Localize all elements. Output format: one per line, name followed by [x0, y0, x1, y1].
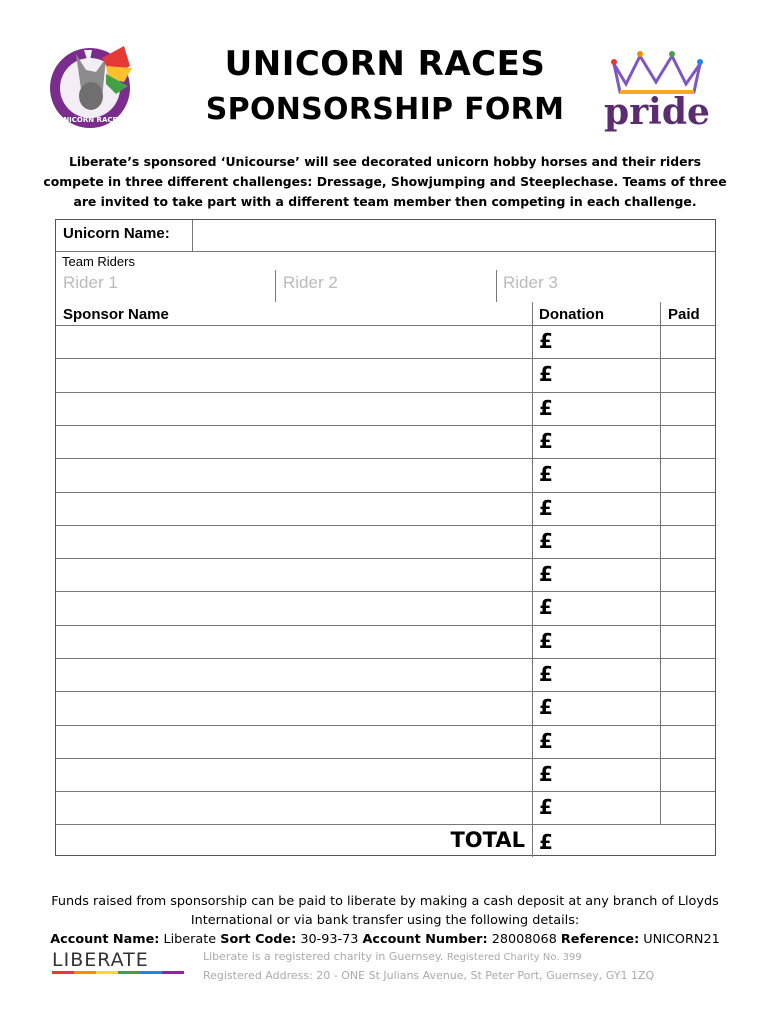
row-divider [56, 358, 715, 359]
sponsor-name-cell[interactable] [56, 325, 532, 358]
unicorn-name-divider [192, 220, 193, 251]
charity-address: Registered Address: 20 - ONE St Julians Avenue, St Peter Port, Guernsey, GY1 1ZQ [203, 969, 655, 982]
sort-code: 30-93-73 [300, 932, 359, 947]
row-divider [56, 658, 715, 659]
row-divider [56, 691, 715, 692]
paid-header: Paid [668, 306, 700, 323]
row-divider [56, 458, 715, 459]
table-row [56, 791, 715, 824]
paid-cell[interactable] [661, 658, 715, 691]
account-number: 28008068 [491, 932, 557, 947]
table-row [56, 325, 715, 358]
paid-cell[interactable] [661, 558, 715, 591]
rider-1-field[interactable]: Rider 1 [63, 273, 118, 292]
donation-cell[interactable]: £ [539, 795, 553, 820]
donation-cell[interactable]: £ [539, 462, 553, 487]
table-row [56, 725, 715, 758]
title-line-2: SPONSORSHIP FORM [205, 92, 565, 127]
table-row [56, 492, 715, 525]
charity-info [203, 948, 654, 985]
row-divider [56, 758, 715, 759]
sort-code-label: Sort Code: [220, 932, 297, 947]
sponsor-name-cell[interactable] [56, 691, 532, 724]
charity-number: Registered Charity No. 399 [446, 952, 582, 963]
pride-logo [596, 34, 718, 134]
paid-cell[interactable] [661, 758, 715, 791]
payment-instructions: Funds raised from sponsorship can be paid to liberate by making a cash deposit at any branch of Lloyds International or via bank transfer using the following details: [51, 894, 719, 928]
donation-cell[interactable]: £ [539, 628, 553, 653]
paid-cell[interactable] [661, 325, 715, 358]
sponsor-name-cell[interactable] [56, 358, 532, 391]
donation-cell[interactable]: £ [539, 662, 553, 686]
total-label: TOTAL [450, 828, 525, 852]
sponsorship-form [55, 219, 716, 856]
donation-cell[interactable]: £ [539, 528, 553, 553]
table-row [56, 625, 715, 658]
row-divider [56, 591, 715, 592]
donation-cell[interactable]: £ [539, 728, 553, 753]
paid-cell[interactable] [661, 392, 715, 425]
title-line-1: UNICORN RACES [224, 44, 546, 84]
reference: UNICORN21 [643, 932, 720, 947]
row-divider [56, 425, 715, 426]
account-name: Liberate [163, 932, 217, 947]
donation-cell[interactable]: £ [539, 562, 553, 587]
paid-cell[interactable] [661, 791, 715, 824]
sponsor-name-cell[interactable] [56, 591, 532, 624]
reference-label: Reference: [560, 932, 640, 947]
bank-details [40, 930, 730, 949]
table-row [56, 691, 715, 724]
donation-header: Donation [539, 306, 604, 323]
account-number-label: Account Number: [362, 932, 488, 947]
row-divider [56, 392, 715, 393]
sponsor-name-cell[interactable] [56, 725, 532, 758]
divider [56, 251, 715, 252]
paid-cell[interactable] [661, 691, 715, 724]
sponsor-name-cell[interactable] [56, 392, 532, 425]
rider-3-field[interactable]: Rider 3 [503, 273, 558, 292]
total-pound-sign: £ [539, 830, 553, 854]
sponsor-name-cell[interactable] [56, 425, 532, 458]
row-divider [56, 725, 715, 726]
left-logo-text: UNICORN RACES [57, 116, 123, 124]
account-name-label: Account Name: [50, 932, 160, 947]
table-row [56, 525, 715, 558]
table-row [56, 658, 715, 691]
table-row [56, 358, 715, 391]
sponsor-name-cell[interactable] [56, 791, 532, 824]
donation-cell[interactable]: £ [539, 395, 553, 420]
sponsor-name-header: Sponsor Name [63, 306, 169, 323]
charity-line-1: Liberate is a registered charity in Guernsey. [203, 950, 444, 963]
table-row [56, 758, 715, 791]
sponsor-name-cell[interactable] [56, 458, 532, 491]
intro-paragraph: Liberate’s sponsored ‘Unicourse’ will see decorated unicorn hobby horses and their riders compete in three different challenges: Dressage, Showjumping and Steeplechase. Teams of three are invited to take part with a different team member then competing in each challenge. [43, 154, 727, 209]
paid-cell[interactable] [661, 725, 715, 758]
liberate-logo [52, 948, 184, 976]
sponsor-name-cell[interactable] [56, 492, 532, 525]
rider-2-field[interactable]: Rider 2 [283, 273, 338, 292]
right-logo-text: pride [604, 91, 710, 133]
paid-cell[interactable] [661, 591, 715, 624]
donation-cell[interactable]: £ [539, 428, 553, 453]
donation-cell[interactable]: £ [539, 761, 553, 786]
table-row [56, 425, 715, 458]
table-row [56, 591, 715, 624]
paid-cell[interactable] [661, 425, 715, 458]
total-divider [56, 824, 715, 825]
paid-cell[interactable] [661, 525, 715, 558]
paid-cell[interactable] [661, 358, 715, 391]
unicorn-name-field[interactable] [194, 221, 714, 250]
row-divider [56, 625, 715, 626]
liberate-logo-text: LIBERATE [52, 949, 149, 971]
sponsor-name-cell[interactable] [56, 558, 532, 591]
sponsor-name-cell[interactable] [56, 758, 532, 791]
unicorn-name-label: Unicorn Name: [63, 225, 170, 242]
sponsor-name-cell[interactable] [56, 625, 532, 658]
donation-cell[interactable]: £ [539, 695, 553, 720]
paid-cell[interactable] [661, 458, 715, 491]
row-divider [56, 525, 715, 526]
paid-cell[interactable] [661, 492, 715, 525]
footer [40, 892, 730, 949]
table-row [56, 392, 715, 425]
team-riders-label: Team Riders [62, 254, 135, 269]
donation-cell[interactable]: £ [539, 362, 553, 387]
row-divider [56, 791, 715, 792]
paid-cell[interactable] [661, 625, 715, 658]
sponsor-name-cell[interactable] [56, 658, 532, 691]
sponsor-name-cell[interactable] [56, 525, 532, 558]
donation-cell[interactable]: £ [539, 329, 553, 353]
row-divider [56, 492, 715, 493]
row-divider [56, 558, 715, 559]
table-row [56, 558, 715, 591]
donation-cell[interactable]: £ [539, 495, 553, 520]
table-row [56, 458, 715, 491]
donation-cell[interactable]: £ [539, 595, 553, 620]
